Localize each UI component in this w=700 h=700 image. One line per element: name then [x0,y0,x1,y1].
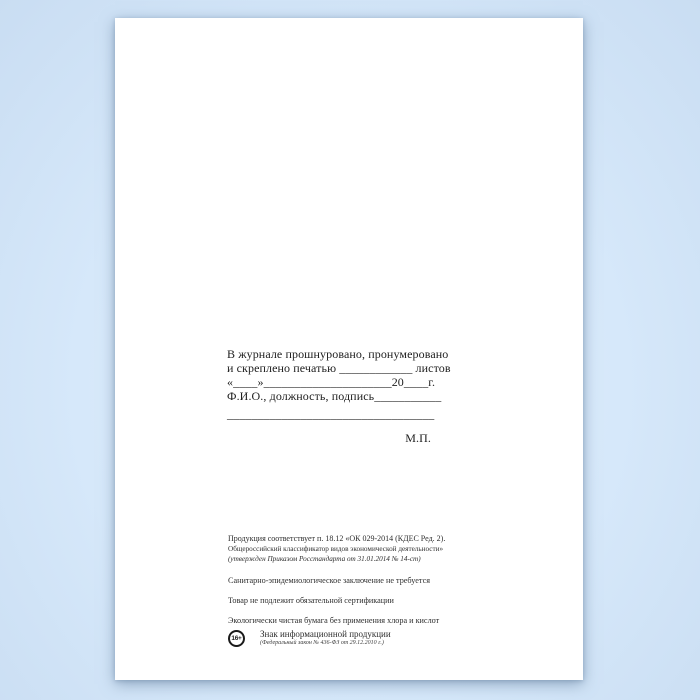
signature-rule-line: __________________________________ [227,407,435,421]
stitch-certification-block [227,347,451,445]
journal-back-page [115,18,583,680]
stitch-line-4-signature: Ф.И.О., должность, подпись___________ [227,389,442,403]
age-16-plus-icon: 16+ [228,630,245,647]
stitch-line-3-date: «____»_____________________20____г. [227,375,436,389]
age-mark-text [260,629,391,647]
stitch-line-2: и скреплено печатью ____________ листов [227,361,451,375]
certification-statement: Товар не подлежит обязательной сертификации [228,596,394,605]
classification-line-1: Продукция соответствует п. 18.12 «ОК 029-2014 (КДЕС Ред. 2). [228,534,446,543]
classification-line-2: Общероссийский классификатор видов экономической деятельности» [228,545,444,553]
sanitary-statement: Санитарно-эпидемиологическое заключение не требуется [228,576,430,585]
age-mark-row [228,629,391,647]
classification-line-3: (утвержден Приказом Росстандарта от 31.01.2014 № 14-ст) [228,555,421,563]
eco-statement: Экологически чистая бумага без применения хлора и кислот [228,616,440,625]
seal-place-label: М.П. [405,431,431,445]
age-mark-law-reference: (Федеральный закон № 436-ФЗ от 29.12.2010 г.) [260,640,384,646]
stitch-line-1: В журнале прошнуровано, пронумеровано [227,347,449,361]
age-mark-title: Знак информационной продукции [260,629,391,639]
